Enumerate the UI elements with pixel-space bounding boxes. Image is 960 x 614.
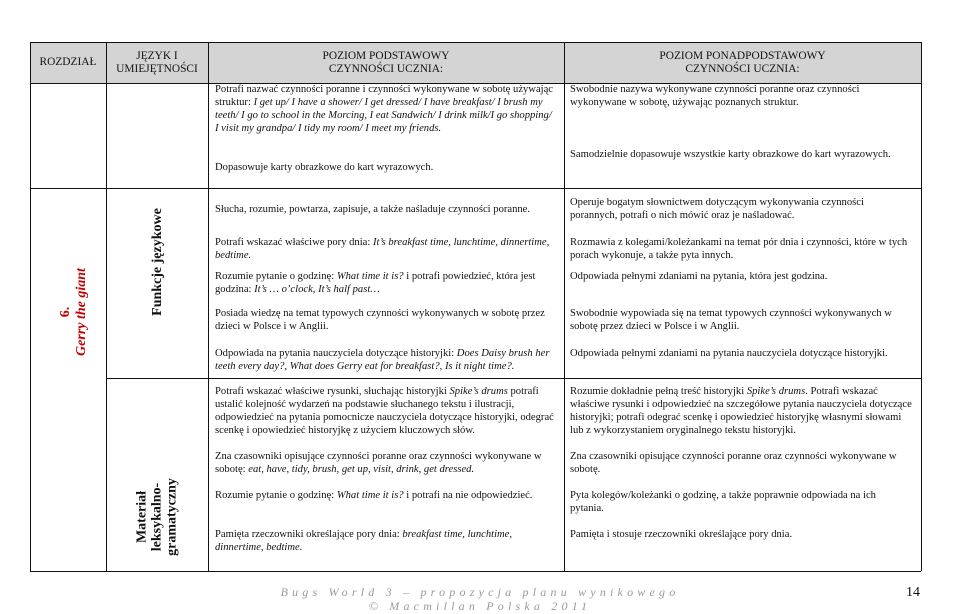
material-advanced-1-text: Rozumie dokładnie pełną treść historyjki [570,386,747,397]
material-advanced-2: Zna czasowniki opisujące czynności poranne oraz czynności wykonywane w sobotę. [570,451,897,475]
header-language-line2: UMIEJĘTNOŚCI [116,63,198,75]
functions-basic-2 [215,236,555,262]
functions-basic-2-italic: It’s breakfast time, lunchtime, dinnertime, bedtime. [215,237,550,261]
functions-basic-4-text: Posiada wiedzę na temat typowych czynności wykonywanych w sobotę przez dzieci w Polsce i w Anglii. [215,308,545,332]
functions-basic-5-italic: Does Daisy brush her teeth every day?, What does Gerry eat for breakfast?, Is it night time?. [215,348,550,372]
material-basic-4-italic: breakfast time, lunchtime, dinnertime, bedtime. [215,529,513,553]
functions-basic-3-italic: What time it is? [336,271,404,282]
chapter-name [74,268,90,356]
material-advanced-1-italic: Spike’s drums [746,386,806,397]
material-basic-3-italic: What time it is? [336,490,404,501]
table-border-right [921,42,922,571]
table-col-divider-3 [564,42,565,571]
material-basic-3-text: Rozumie pytanie o godzinę: [215,490,337,501]
section-functions-label-text: Funkcje językowe [150,208,165,316]
functions-basic-3-italic2: It’s … o’clock, It’s half past… [254,284,380,295]
material-basic-4-text: Pamięta rzeczowniki określające pory dnia: [215,529,403,540]
material-basic-2-italic: eat, have, tidy, brush, get up, visit, drink, get dressed. [248,464,475,475]
material-basic-4 [215,528,555,554]
material-basic-2 [215,450,555,476]
functions-advanced-5: Odpowiada pełnymi zdaniami na pytania nauczyciela dotyczące historyjki. [570,348,888,359]
intro-basic-2: Dopasowuje karty obrazkowe do kart wyrazowych. [215,162,434,173]
table-col-divider-2 [208,42,209,571]
footer-line1: Bugs World 3 – propozycja planu wynikowego [280,585,680,599]
material-advanced-1-rest: . Potrafi wskazać właściwe rysunki i odpowiedzieć na szczegółowe pytania nauczyciela dotyczące historyjki; potrafi odegrać scenkę i opowiedzieć historyjkę własnymi słowami lub z wykorzystaniem oryginalnego tekstu historyjki. [570,386,912,436]
header-advanced [564,50,921,76]
header-chapter-label: ROZDZIAŁ [39,56,97,68]
material-basic-1-rest: potrafi ustalić kolejność wydarzeń na podstawie słuchanego tekstu i ilustracji, odpowiedzieć na pytania pomocnicze nauczyciela dotyczące historyjki, odegrać scenkę i opowiedzieć historyjkę z użyciem kluczowych słów. [215,386,554,436]
material-basic-3 [215,489,560,502]
functions-basic-5-text: Odpowiada na pytania nauczyciela dotyczące historyjki: [215,348,457,359]
functions-basic-1-text: Słucha, rozumie, powtarza, zapisuje, a także naśladuje czynności poranne. [215,204,531,215]
header-basic-line1: POZIOM PODSTAWOWY [322,50,450,62]
footer-line2: © Macmillan Polska 2011 [368,599,592,613]
intro-advanced-2: Samodzielnie dopasowuje wszystkie karty obrazkowe do kart wyrazowych. [570,149,891,160]
functions-advanced-2: Rozmawia z kolegami/koleżankami na temat pór dnia i czynności, które w tych porach wykonuje, a także pyta innych. [570,237,908,261]
material-basic-1 [215,385,555,437]
section-material-label-line3: gramatyczny [164,478,180,556]
intro-basic-1a: Potrafi nazwać czynności poranne i czynności wykonywane w sobotę [215,84,511,95]
intro-basic-1b: używając struktur: [215,84,554,108]
intro-basic-1c: I get up/ I have a shower/ I get dressed/ I have breakfast/ I brush my teeth/ I go to school in the Morcing, I eat Sandwich/ I drink milk/I go shopping/ I visit my grandpa/ I tidy my room/ I meet my friends. [215,97,552,134]
section-functions-label [150,208,166,316]
chapter-number: 6. [58,306,73,318]
intro-basic-1 [215,83,555,135]
functions-advanced-1: Operuje bogatym słownictwem dotyczącym wykonywania czynności porannych, potrafi o nich mówić oraz je naśladować. [570,197,864,221]
table-border-bottom [30,571,921,572]
material-basic-2-text: Zna czasowniki opisujące czynności poranne oraz czynności wykonywane w sobotę: [215,451,542,475]
functions-basic-4 [215,307,555,333]
section-material-label [135,478,180,556]
material-basic-3-rest: i potrafi na nie odpowiedzieć. [403,490,533,501]
header-advanced-line1: POZIOM PONADPODSTAWOWY [659,50,826,62]
functions-advanced-3: Odpowiada pełnymi zdaniami na pytania, która jest godzina. [570,271,828,282]
header-language-line1: JĘZYK I [136,50,178,62]
table-border-left [30,42,31,571]
material-advanced-4: Pamięta i stosuje rzeczowniki określające pory dnia. [570,529,793,540]
chapter-title [58,307,74,318]
functions-basic-3 [215,270,555,296]
section-material-label-line1: Materiał [134,490,150,544]
header-chapter [30,56,106,69]
section-material-label-line2: leksykalno- [149,482,165,552]
table-border-top [30,42,921,43]
header-basic [208,50,564,76]
table-border-sections [106,378,921,379]
functions-basic-2-text: Potrafi wskazać właściwe pory dnia: [215,237,373,248]
material-basic-1-text: Potrafi wskazać właściwe rysunki, słuchając historyjki [215,386,450,397]
material-basic-1-italic: Spike’s drums [449,386,508,397]
table-col-divider-1 [106,42,107,571]
functions-advanced-4: Swobodnie wypowiada się na temat typowych czynności wykonywanych w sobotę przez dzieci w Polsce i w Anglii. [570,308,892,332]
material-advanced-1 [570,385,915,437]
material-advanced-3: Pyta kolegów/koleżanki o godzinę, a także poprawnie odpowiada na ich pytania. [570,490,876,514]
functions-basic-3-text2: i potrafi powiedzieć, która jest godzina: [215,271,536,295]
header-basic-line2: CZYNNOŚCI UCZNIA: [328,63,444,75]
header-advanced-line2: CZYNNOŚCI UCZNIA: [685,63,800,75]
chapter-name-text: Gerry the giant [74,268,89,356]
functions-basic-1 [215,203,560,216]
table-border-intro [30,188,921,189]
functions-basic-3-text: Rozumie pytanie o godzinę: [215,271,337,282]
intro-advanced-1: Swobodnie nazywa wykonywane czynności poranne oraz czynności wykonywane w sobotę, używając poznanych struktur. [570,84,860,108]
functions-basic-5 [215,347,555,373]
page-number: 14 [906,585,920,600]
header-language [106,50,208,76]
